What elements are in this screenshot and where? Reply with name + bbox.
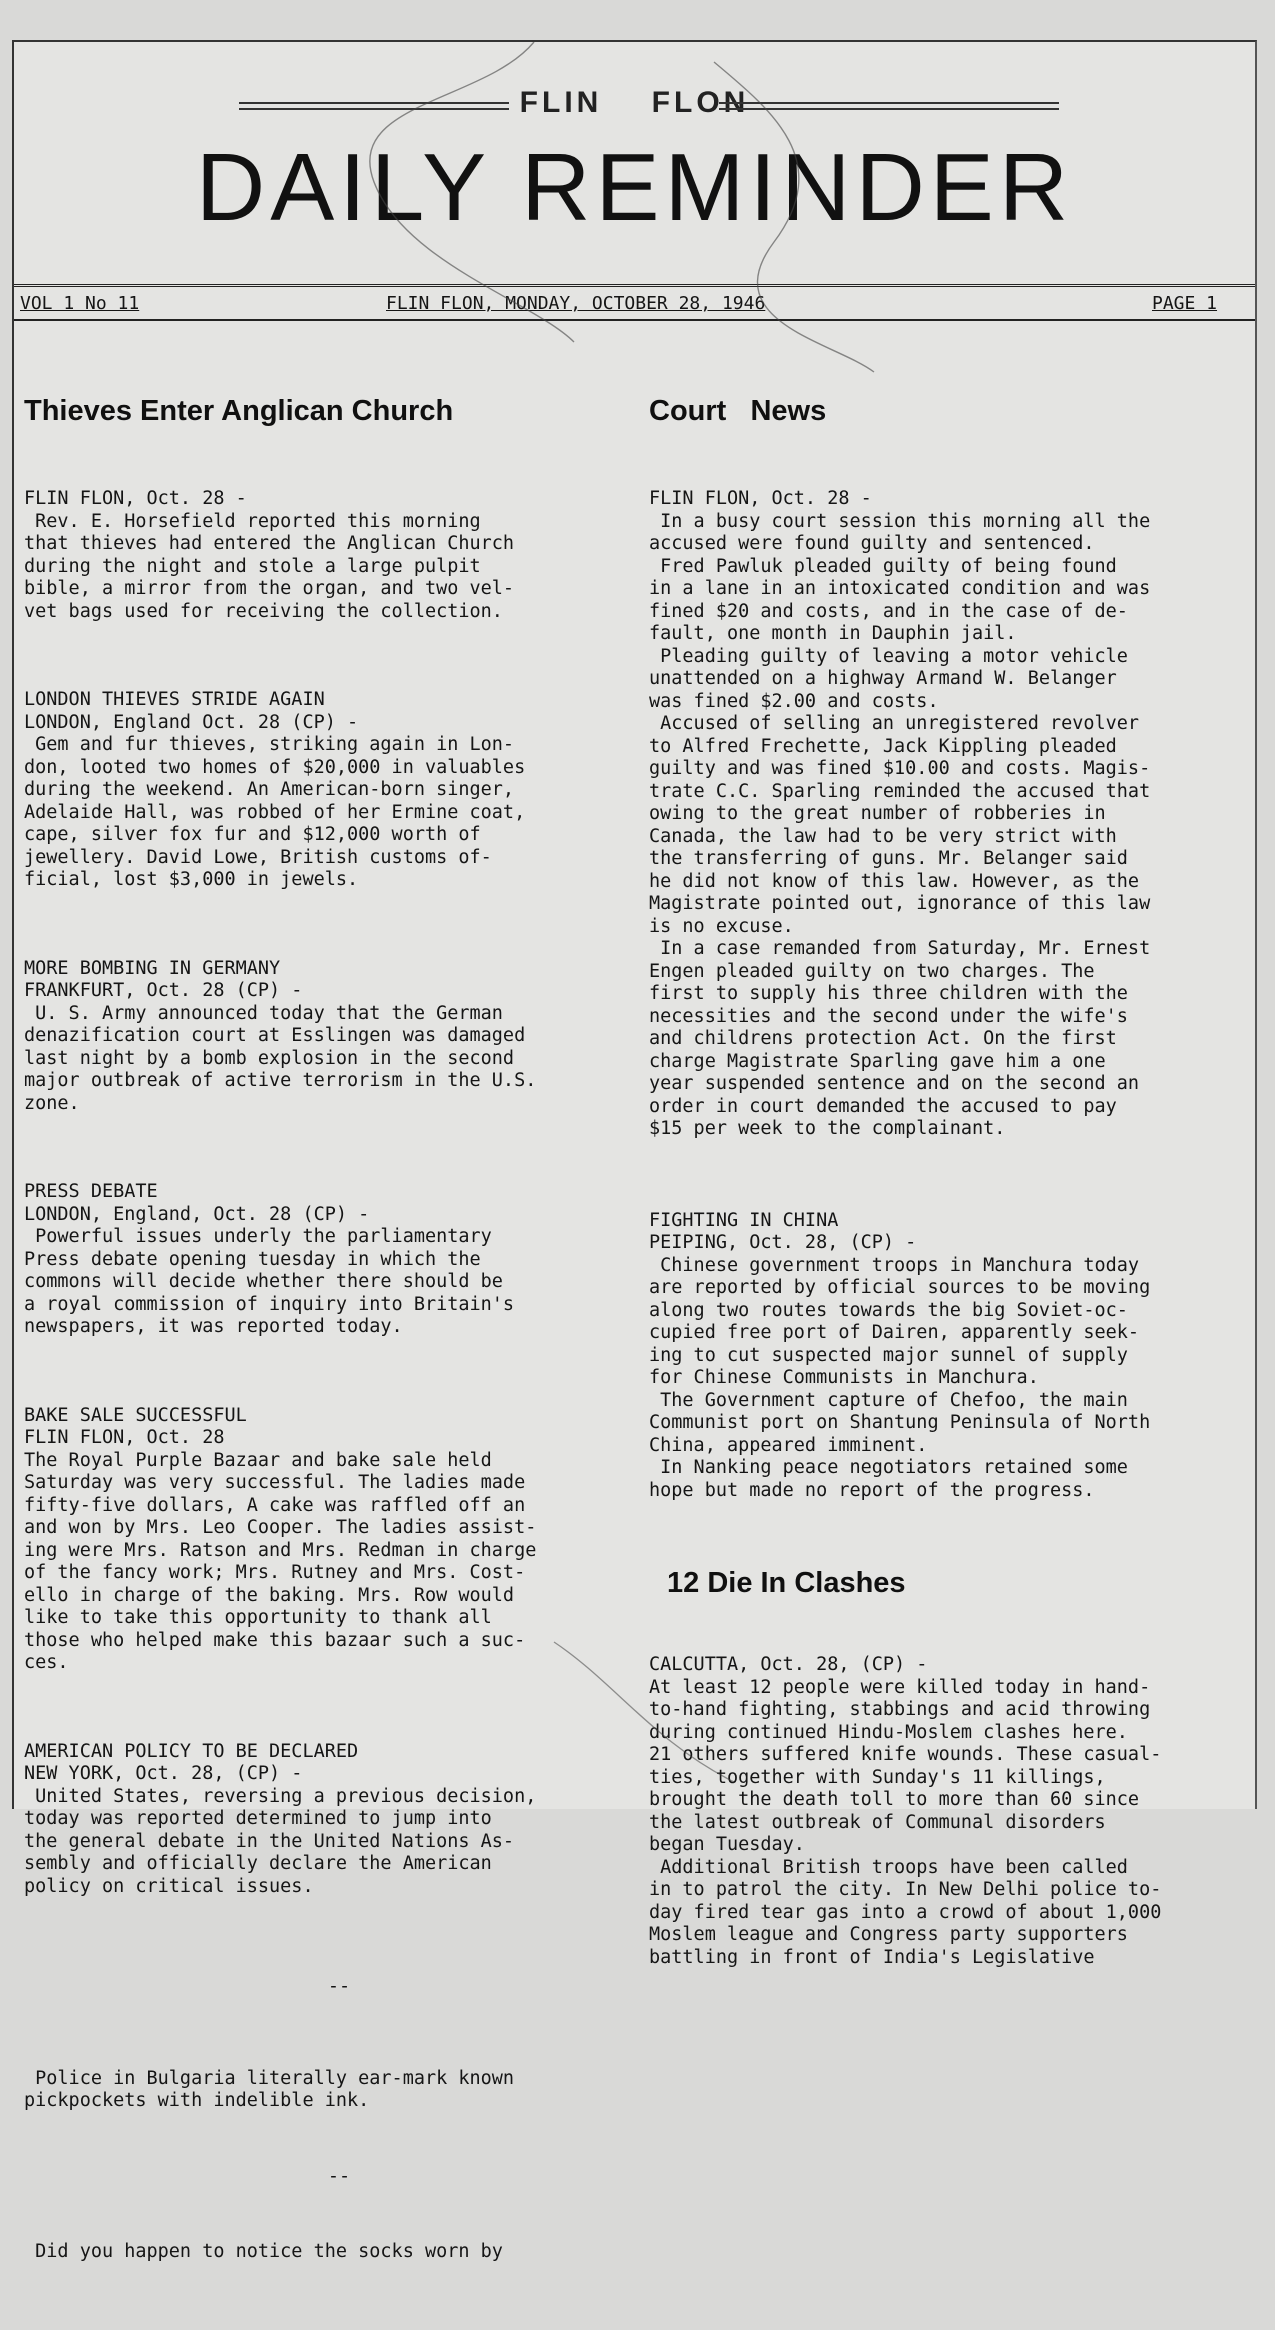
text-line: Additional British troops have been called — [649, 1856, 1128, 1878]
text-line: Did you happen to notice the socks worn by — [24, 2241, 503, 2262]
place-date: FLIN FLON, MONDAY, OCTOBER 28, 1946 — [386, 293, 766, 314]
text-line: to Alfred Frechette, Jack Kippling pleaded — [649, 735, 1117, 757]
story-court-news — [649, 488, 1269, 1141]
text-line: LONDON, England Oct. 28 (CP) - — [24, 711, 359, 733]
text-line: bible, a mirror from the organ, and two vel- — [24, 578, 515, 599]
text-line: the general debate in the United Nations As- — [24, 1830, 515, 1852]
text-line: necessities and the second under the wife's — [649, 1005, 1128, 1027]
text-line: NEW YORK, Oct. 28, (CP) - — [24, 1763, 303, 1784]
text-line: Saturday was very successful. The ladies made — [24, 1472, 526, 1493]
text-line: last night by a bomb explosion in the second — [24, 1047, 515, 1069]
text-line: charge Magistrate Sparling gave him a one — [649, 1050, 1106, 1072]
text-line: during continued Hindu-Moslem clashes here. — [649, 1721, 1128, 1743]
text-line: a royal commission of inquiry into Britain's — [24, 1293, 515, 1315]
text-line: U. S. Army announced today that the German — [24, 1002, 503, 1024]
text-line: LONDON THIEVES STRIDE AGAIN — [24, 689, 325, 710]
text-line: year suspended sentence and on the second an — [649, 1073, 1140, 1094]
text-line: unattended on a highway Armand W. Belanger — [649, 668, 1117, 689]
text-line: the transferring of guns. Mr. Belanger said — [649, 848, 1128, 869]
text-line: Moslem league and Congress party supporters — [649, 1924, 1128, 1945]
text-line: Pleading guilty of leaving a motor vehicle — [649, 645, 1128, 667]
text-line: today was reported determined to jump into — [24, 1808, 492, 1829]
text-line: cupied free port of Dairen, apparently seek- — [649, 1322, 1140, 1343]
text-line: Accused of selling an unregistered revolver — [649, 713, 1140, 734]
separator: -- — [327, 2165, 351, 2187]
story-anglican-church — [24, 488, 654, 623]
text-line: jewellery. David Lowe, British customs of- — [24, 846, 492, 868]
page-number: PAGE 1 — [1152, 293, 1218, 314]
masthead — [14, 42, 1255, 287]
text-line: day fired tear gas into a crowd of about 1,000 — [649, 1901, 1162, 1923]
masthead-title: DAILY REMINDER — [195, 134, 1074, 241]
text-line: PRESS DEBATE — [24, 1181, 158, 1202]
text-line: 21 others suffered knife wounds. These casual- — [649, 1744, 1162, 1765]
newspaper-page — [12, 40, 1257, 2262]
text-line: Adelaide Hall, was robbed of her Ermine coat, — [24, 801, 526, 823]
story-bake-sale — [24, 1405, 654, 1675]
text-line: ello in charge of the baking. Mrs. Row would — [24, 1584, 515, 1606]
text-line: The Royal Purple Bazaar and bake sale held — [24, 1449, 492, 1471]
text-line: The Government capture of Chefoo, the main — [649, 1389, 1128, 1411]
text-line: during the weekend. An American-born singer, — [24, 779, 515, 800]
text-line: and won by Mrs. Leo Cooper. The ladies assist- — [24, 1517, 537, 1538]
text-line: owing to the great number of robberies in — [649, 803, 1106, 824]
volume-number: VOL 1 No 11 — [20, 293, 140, 314]
story-bombing-germany — [24, 958, 654, 1116]
text-line: fault, one month in Dauphin jail. — [649, 623, 1017, 644]
text-line: order in court demanded the accused to pay — [649, 1095, 1117, 1117]
text-line: in a lane in an intoxicated condition and was — [649, 578, 1151, 599]
text-line: battling in front of India's Legislative — [649, 1946, 1095, 1968]
text-line: major outbreak of active terrorism in the U.S. — [24, 1070, 537, 1091]
item-bulgaria — [24, 2068, 654, 2113]
text-line: ties, together with Sunday's 11 killings, — [649, 1766, 1106, 1788]
text-line: Press debate opening tuesday in which the — [24, 1248, 481, 1270]
text-line: trate C.C. Sparling reminded the accused that — [649, 780, 1151, 802]
text-line: fifty-five dollars, A cake was raffled off an — [24, 1494, 526, 1516]
text-line: BAKE SALE SUCCESSFUL — [24, 1404, 247, 1426]
dateline-bar — [14, 284, 1255, 321]
text-line: zone. — [24, 1092, 80, 1114]
text-line: he did not know of this law. However, as the — [649, 870, 1140, 892]
text-line: don, looted two homes of $20,000 in valuables — [24, 756, 526, 778]
right-column — [649, 342, 1269, 2035]
text-line: that thieves had entered the Anglican Church — [24, 533, 515, 554]
text-line: LONDON, England, Oct. 28 (CP) - — [24, 1203, 370, 1225]
text-line: for Chinese Communists in Manchura. — [649, 1367, 1039, 1388]
separator: -- — [327, 1976, 351, 1997]
headline-anglican-church: Thieves Enter Anglican Church — [24, 395, 454, 427]
text-line: In Nanking peace negotiators retained some — [649, 1457, 1128, 1478]
masthead-rule-left — [239, 102, 509, 110]
text-line: of the fancy work; Mrs. Rutney and Mrs. Cost- — [24, 1562, 526, 1583]
text-line: Chinese government troops in Manchura today — [649, 1254, 1140, 1276]
text-line: China, appeared imminent. — [649, 1434, 928, 1456]
masthead-flin-flon: FLIN FLON — [519, 86, 750, 119]
text-line: and childrens protection Act. On the first — [649, 1028, 1117, 1049]
text-line: $15 per week to the complainant. — [649, 1118, 1006, 1139]
text-line: first to supply his three children with the — [649, 983, 1128, 1004]
text-line: in to patrol the city. In New Delhi police to- — [649, 1879, 1162, 1900]
item-socks — [24, 2241, 654, 2264]
text-line: newspapers, it was reported today. — [24, 1316, 403, 1337]
story-american-policy — [24, 1741, 654, 1899]
text-line: vet bags used for receiving the collection. — [24, 600, 503, 622]
text-line: brought the death toll to more than 60 since — [649, 1789, 1140, 1810]
text-line: ces. — [24, 1652, 69, 1673]
text-line: Police in Bulgaria literally ear-mark known — [24, 2067, 515, 2089]
text-line: to-hand fighting, stabbings and acid throwing — [649, 1699, 1151, 1720]
text-line: AMERICAN POLICY TO BE DECLARED — [24, 1740, 359, 1762]
text-line: are reported by official sources to be moving — [649, 1277, 1151, 1298]
headline-12-die: 12 Die In Clashes — [667, 1567, 906, 1599]
text-line: United States, reversing a previous decision, — [24, 1785, 537, 1807]
text-line: ficial, lost $3,000 in jewels. — [24, 869, 359, 890]
text-line: along two routes towards the big Soviet-oc- — [649, 1299, 1128, 1321]
text-line: In a case remanded from Saturday, Mr. Ernest — [649, 938, 1151, 959]
text-line: FLIN FLON, Oct. 28 - — [24, 488, 247, 509]
story-press-debate — [24, 1181, 654, 1339]
text-line: At least 12 people were killed today in hand- — [649, 1676, 1151, 1698]
text-line: Communist port on Shantung Peninsula of North — [649, 1412, 1151, 1433]
text-line: Canada, the law had to be very strict with — [649, 825, 1117, 847]
text-line: was fined $2.00 and costs. — [649, 690, 939, 712]
text-line: is no excuse. — [649, 915, 794, 937]
text-line: like to take this opportunity to thank all — [24, 1607, 492, 1628]
text-line: hope but made no report of the progress. — [649, 1479, 1095, 1501]
text-line: MORE BOMBING IN GERMANY — [24, 957, 281, 979]
text-line: Rev. E. Horsefield reported this morning — [24, 510, 481, 532]
text-line: fined $20 and costs, and in the case of de- — [649, 600, 1128, 622]
story-calcutta-clashes — [649, 1654, 1269, 1969]
text-line: FLIN FLON, Oct. 28 — [24, 1427, 225, 1448]
text-line: denazification court at Esslingen was damaged — [24, 1025, 526, 1046]
text-line: began Tuesday. — [649, 1834, 805, 1855]
text-line: cape, silver fox fur and $12,000 worth of — [24, 824, 481, 845]
masthead-top-line — [14, 86, 1255, 120]
text-line: Powerful issues underly the parliamentary — [24, 1226, 492, 1247]
text-line: guilty and was fined $10.00 and costs. Magis- — [649, 758, 1151, 779]
text-line: Gem and fur thieves, striking again in Lon- — [24, 734, 515, 755]
text-line: PEIPING, Oct. 28, (CP) - — [649, 1232, 917, 1253]
text-line: ing to cut suspected major sunnel of supply — [649, 1344, 1128, 1366]
text-line: during the night and stole a large pulpit — [24, 555, 481, 577]
text-line: policy on critical issues. — [24, 1875, 314, 1897]
masthead-rule-right — [719, 102, 1059, 110]
text-line: the latest outbreak of Communal disorders — [649, 1811, 1106, 1833]
text-line: ing were Mrs. Ratson and Mrs. Redman in charge — [24, 1539, 537, 1561]
text-line: pickpockets with indelible ink. — [24, 2090, 370, 2111]
text-line: accused were found guilty and sentenced. — [649, 533, 1095, 554]
text-line: Magistrate pointed out, ignorance of this law — [649, 893, 1151, 914]
story-fighting-china — [649, 1210, 1269, 1503]
text-line: Fred Pawluk pleaded guilty of being found — [649, 555, 1117, 577]
text-line: In a busy court session this morning all the — [649, 510, 1151, 532]
left-column — [24, 342, 654, 2330]
story-london-thieves — [24, 689, 654, 892]
headline-court-news: Court News — [649, 395, 827, 427]
text-line: commons will decide whether there should be — [24, 1271, 503, 1292]
text-line: FIGHTING IN CHINA — [649, 1209, 839, 1231]
text-line: FLIN FLON, Oct. 28 - — [649, 488, 872, 509]
text-line: CALCUTTA, Oct. 28, (CP) - — [649, 1654, 928, 1675]
text-line: Engen pleaded guilty on two charges. The — [649, 960, 1095, 982]
text-line: FRANKFURT, Oct. 28 (CP) - — [24, 980, 303, 1001]
text-line: sembly and officially declare the American — [24, 1853, 492, 1874]
text-line: those who helped make this bazaar such a suc- — [24, 1629, 526, 1651]
